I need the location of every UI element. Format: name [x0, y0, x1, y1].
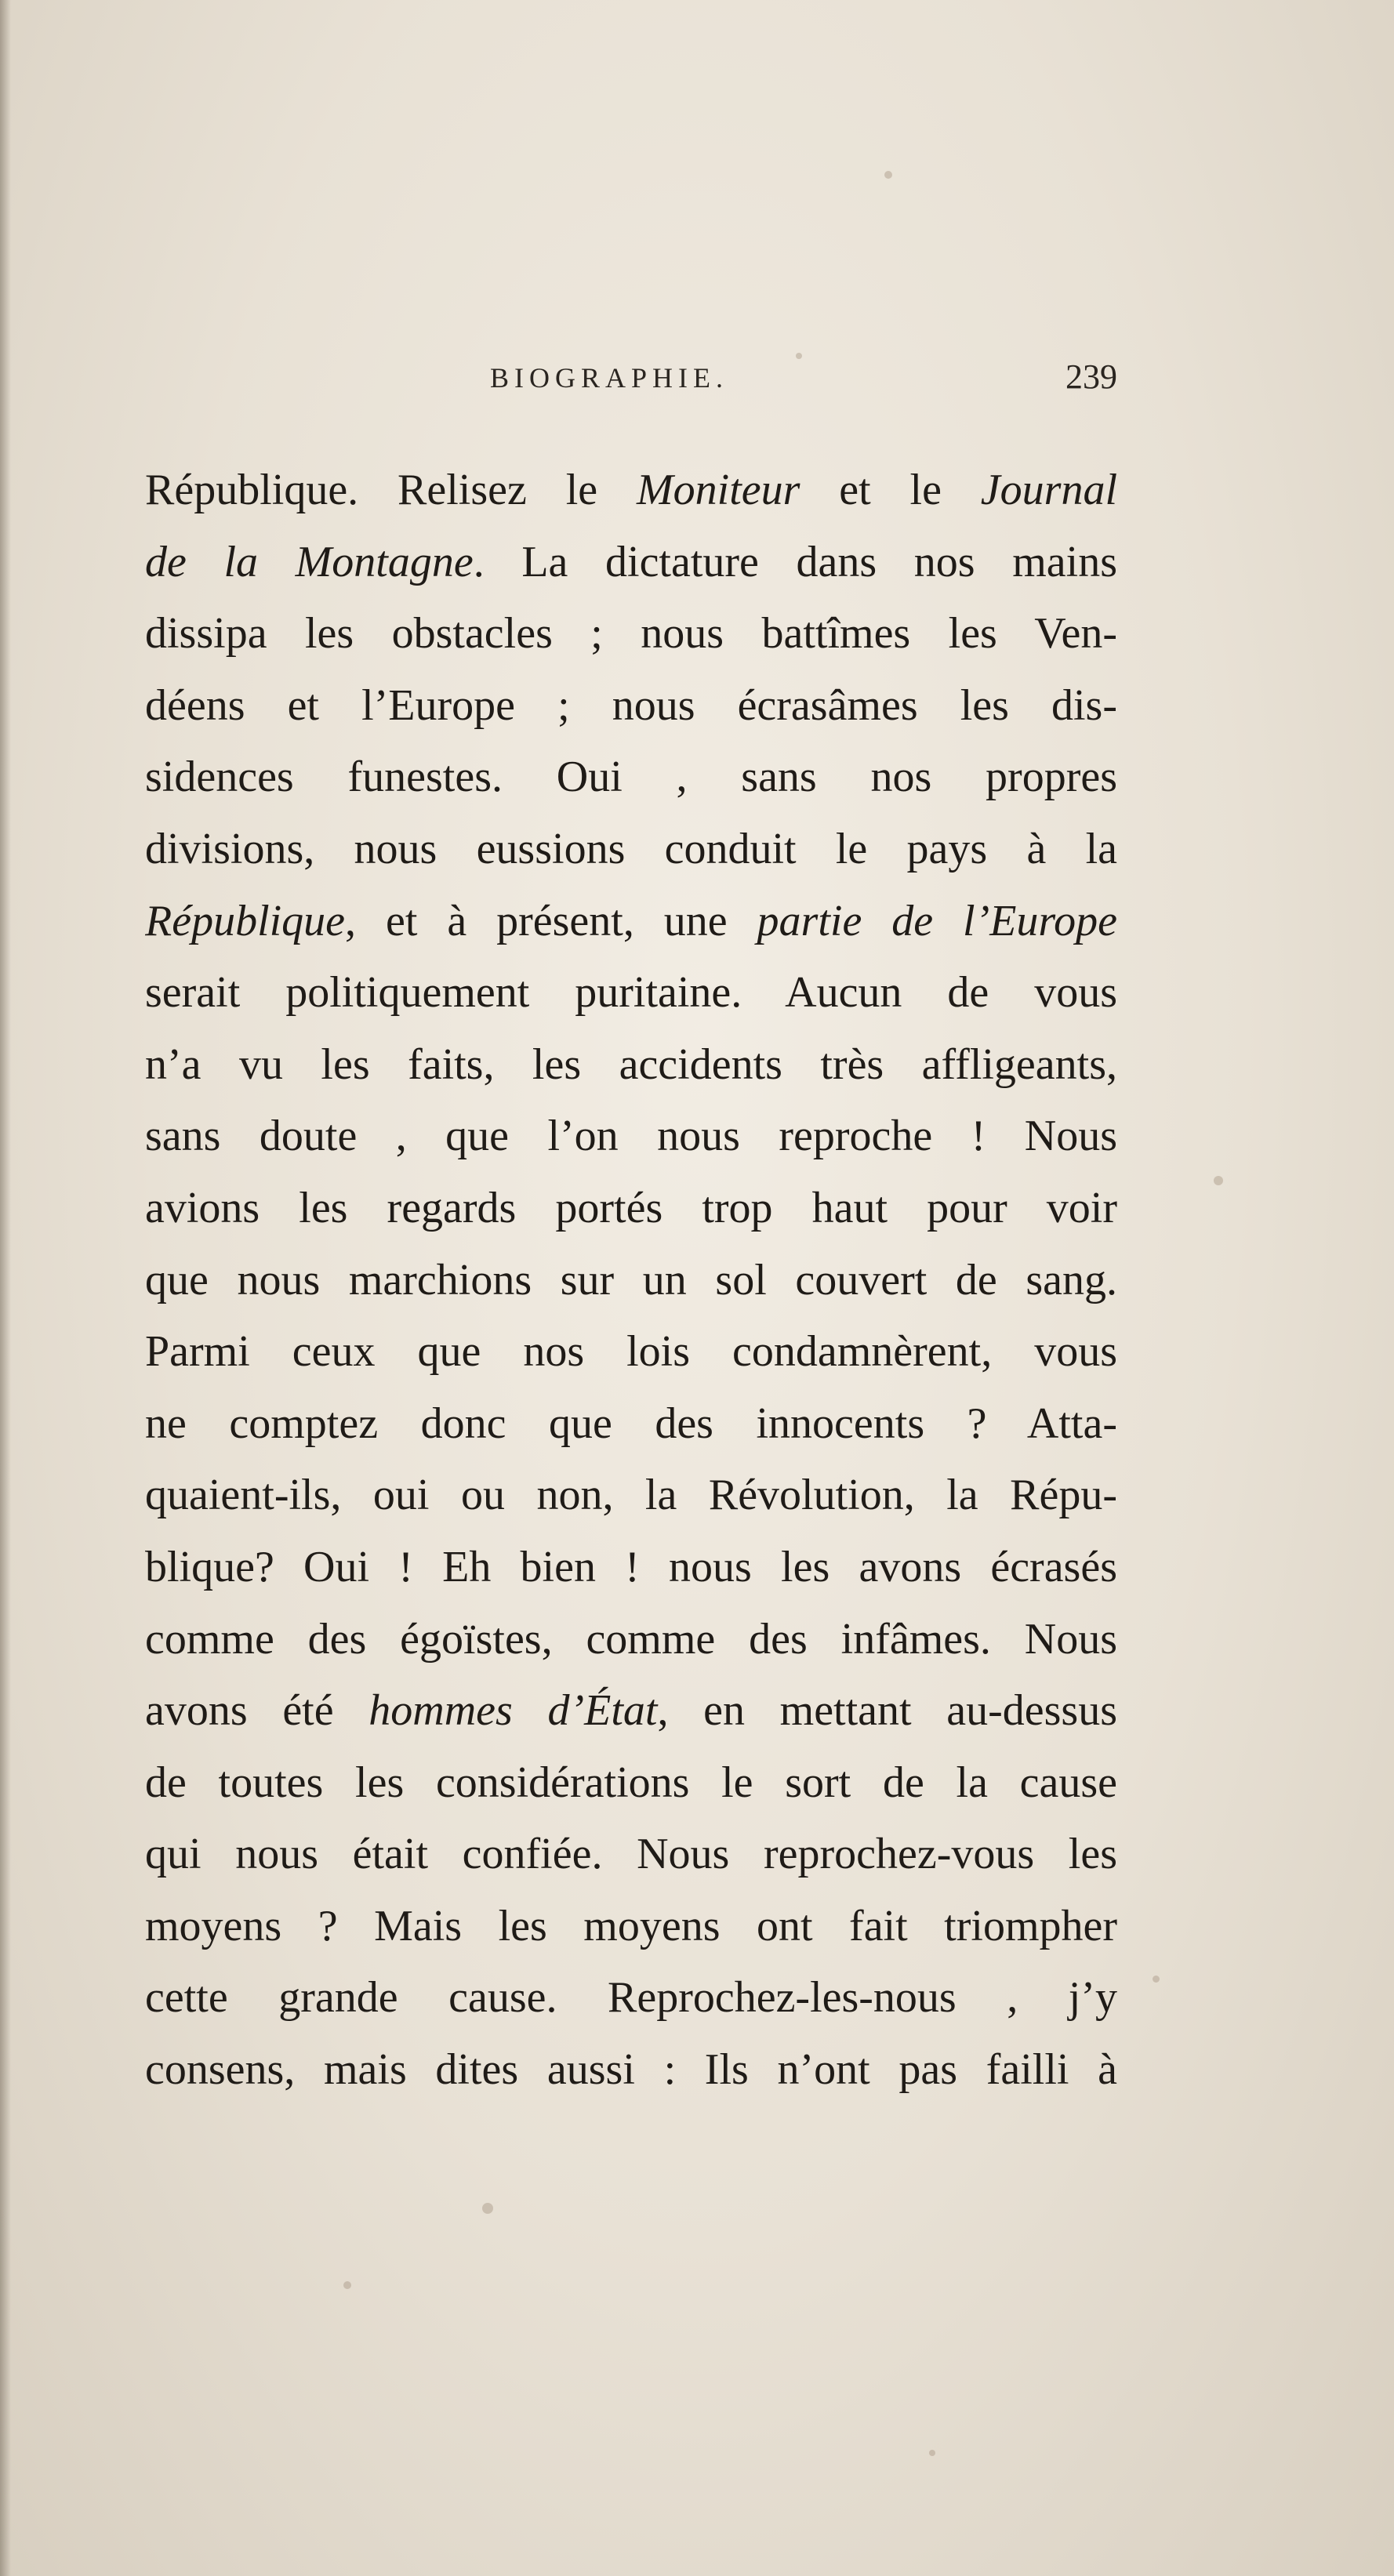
italic-text: de la Montagne	[145, 537, 474, 586]
text-line	[145, 1245, 1117, 1317]
italic-text: partie de l’Europe	[757, 896, 1117, 945]
text-line	[145, 1388, 1117, 1460]
text-segment: avons été	[145, 1686, 369, 1736]
text-segment: sans doute , que l’on nous reproche ! Nous	[145, 1112, 1117, 1161]
text-segment: . La dictature dans nos mains	[473, 537, 1117, 586]
text-line	[145, 1675, 1117, 1747]
text-line	[145, 742, 1117, 814]
text-segment: que nous marchions sur un sol couvert de sang.	[145, 1255, 1117, 1304]
italic-text: Journal	[980, 466, 1117, 514]
text-segment: avions les regards portés trop haut pour voir	[145, 1183, 1117, 1232]
text-line	[145, 1819, 1117, 1891]
text-line	[145, 886, 1117, 958]
text-segment: quaient-ils, oui ou non, la Révolution, la Répu-	[145, 1471, 1117, 1520]
text-line	[145, 1962, 1117, 2034]
text-segment: consens, mais dites aussi : Ils n’ont pas failli à	[145, 2045, 1117, 2095]
text-line	[145, 1316, 1117, 1388]
body-text	[145, 455, 1117, 2106]
text-line	[145, 2034, 1117, 2106]
paper-speck	[884, 171, 892, 179]
paper-speck	[343, 2281, 351, 2289]
text-segment: ne comptez donc que des innocents ? Atta-	[145, 1399, 1117, 1448]
page-spine-shadow	[0, 0, 11, 2576]
text-line	[145, 455, 1117, 527]
paper-speck	[929, 2450, 935, 2456]
text-segment: blique? Oui ! Eh bien ! nous les avons écrasés	[145, 1542, 1117, 1591]
text-segment: sidences funestes. Oui , sans nos propres	[145, 753, 1117, 802]
text-segment: , et à présent, une	[345, 896, 757, 945]
text-segment: dissipa les obstacles ; nous battîmes les Ven-	[145, 609, 1117, 659]
text-line	[145, 670, 1117, 742]
text-line	[145, 1460, 1117, 1532]
italic-text: hommes d’État	[368, 1686, 658, 1736]
text-segment: République. Relisez le	[145, 466, 637, 514]
page-number: 239	[1065, 357, 1117, 396]
paper-speck	[1214, 1176, 1223, 1185]
text-line	[145, 957, 1117, 1029]
text-segment: serait politiquement puritaine. Aucun de vous	[145, 968, 1117, 1018]
page-header	[145, 357, 1117, 404]
text-segment: qui nous était confiée. Nous reprochez-vous les	[145, 1830, 1117, 1879]
text-line	[145, 1532, 1117, 1604]
text-segment: déens et l’Europe ; nous écrasâmes les dis-	[145, 680, 1117, 730]
text-line	[145, 598, 1117, 670]
running-head: BIOGRAPHIE.	[490, 362, 729, 394]
text-segment: divisions, nous eussions conduit le pays à la	[145, 824, 1117, 873]
italic-text: Moniteur	[636, 466, 800, 514]
text-line	[145, 1604, 1117, 1676]
paper-speck	[482, 2203, 493, 2214]
text-line	[145, 1101, 1117, 1173]
text-segment: n’a vu les faits, les accidents très affligeants,	[145, 1039, 1117, 1089]
text-line	[145, 1747, 1117, 1820]
text-line	[145, 1173, 1117, 1245]
text-segment: , en mettant au-dessus	[657, 1686, 1117, 1736]
italic-text: République	[145, 896, 346, 945]
text-line	[145, 1891, 1117, 1963]
text-segment: de toutes les considérations le sort de la cause	[145, 1758, 1117, 1807]
text-segment: cette grande cause. Reprochez-les-nous , j’y	[145, 1973, 1117, 2023]
text-line	[145, 814, 1117, 886]
text-segment: Parmi ceux que nos lois condamnèrent, vous	[145, 1327, 1117, 1377]
paper-speck	[796, 353, 802, 359]
text-line	[145, 527, 1117, 599]
text-segment: et le	[800, 466, 981, 514]
text-segment: comme des égoïstes, comme des infâmes. Nous	[145, 1614, 1117, 1664]
text-line	[145, 1029, 1117, 1101]
paper-speck	[1153, 1976, 1160, 1983]
text-segment: moyens ? Mais les moyens ont fait triompher	[145, 1901, 1117, 1950]
